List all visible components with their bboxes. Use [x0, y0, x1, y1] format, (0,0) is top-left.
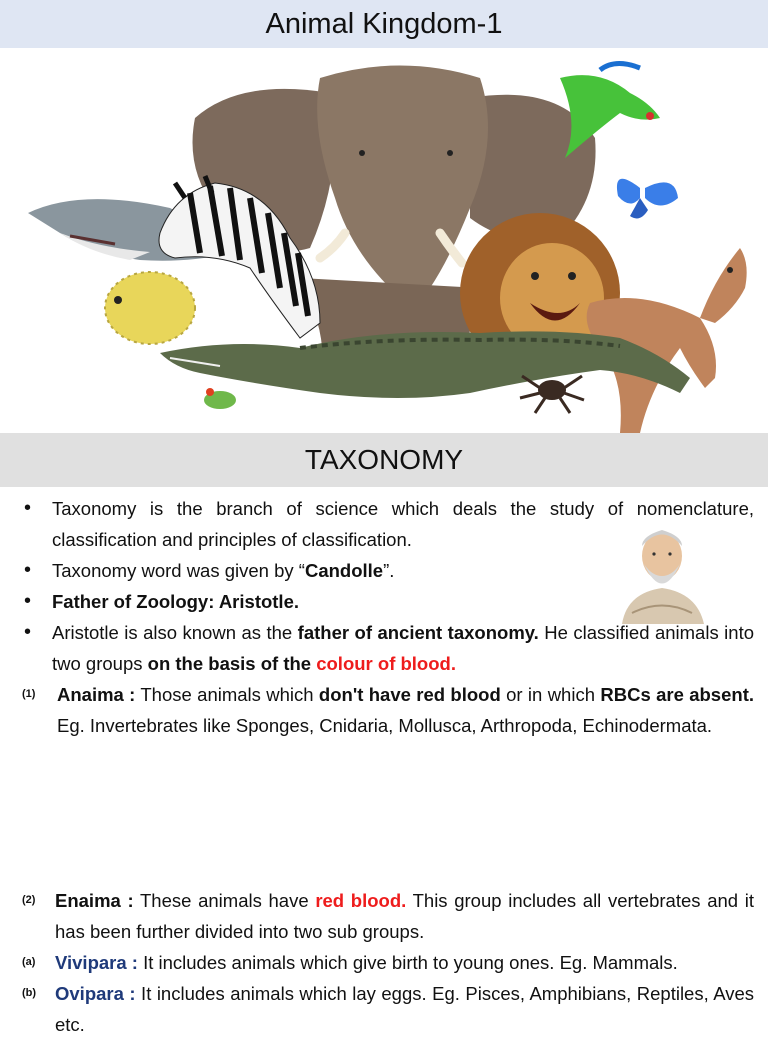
item-number: (b): [22, 987, 37, 999]
animal-collage-image: [0, 48, 768, 433]
group-bold: don't have red blood: [318, 684, 501, 705]
pufferfish-illustration: [105, 272, 195, 344]
point-bold: Father of Zoology: Aristotle.: [52, 591, 300, 612]
page-title-bar: [0, 0, 768, 48]
group-text: or in which: [500, 684, 601, 705]
point-text: Taxonomy word was given by “: [52, 560, 305, 581]
group-term: Ovipara :: [55, 983, 136, 1004]
page-title: Animal Kingdom-1: [265, 7, 503, 40]
group-text: This group includes all vertebrates and it has been further divided into two sub groups.: [55, 890, 754, 942]
point-bold: father of ancient taxonomy.: [297, 622, 539, 643]
crocodile-illustration: [160, 331, 690, 398]
point-text: He classified animals into two groups: [52, 622, 754, 674]
spider-illustration: [520, 376, 584, 413]
bullet: •: [24, 497, 32, 519]
point-bold: on the basis of the: [147, 653, 317, 674]
frog-illustration: [204, 388, 236, 409]
point-text: ”.: [383, 560, 395, 581]
parrot-illustration: [560, 63, 660, 158]
animal-collage-svg: [0, 48, 768, 433]
point-text: Taxonomy is the branch of science which deals the study of nomenclature, classification and principles of classification.: [52, 498, 754, 550]
bullet: •: [24, 590, 32, 612]
bullet: •: [24, 559, 32, 581]
group-red: red blood.: [315, 890, 407, 911]
group-text: It includes animals which lay eggs. Eg. Pisces, Amphibians, Reptiles, Aves etc.: [55, 983, 755, 1035]
butterfly-illustration: [617, 179, 678, 219]
group-bold: RBCs are absent.: [600, 684, 754, 705]
section-title: TAXONOMY: [304, 444, 464, 475]
group-text: It includes animals which give birth to young ones. Eg. Mammals.: [137, 952, 678, 973]
section-heading-bar: [0, 433, 768, 487]
group-term: Enaima :: [55, 890, 134, 911]
group-text: Those animals which: [135, 684, 319, 705]
item-number: (1): [22, 688, 36, 700]
point-text: Aristotle is also known as the: [52, 622, 298, 643]
group-term: Vivipara :: [55, 952, 138, 973]
point-red: colour of blood.: [316, 653, 456, 674]
point-bold: Candolle: [304, 560, 384, 581]
item-number: (2): [22, 894, 36, 906]
group-text: Eg. Invertebrates like Sponges, Cnidaria, Mollusca, Arthropoda, Echinodermata.: [57, 715, 713, 736]
group-text: These animals have: [133, 890, 316, 911]
item-number: (a): [22, 956, 36, 968]
bullet: •: [24, 621, 32, 643]
group-term: Anaima :: [57, 684, 136, 705]
